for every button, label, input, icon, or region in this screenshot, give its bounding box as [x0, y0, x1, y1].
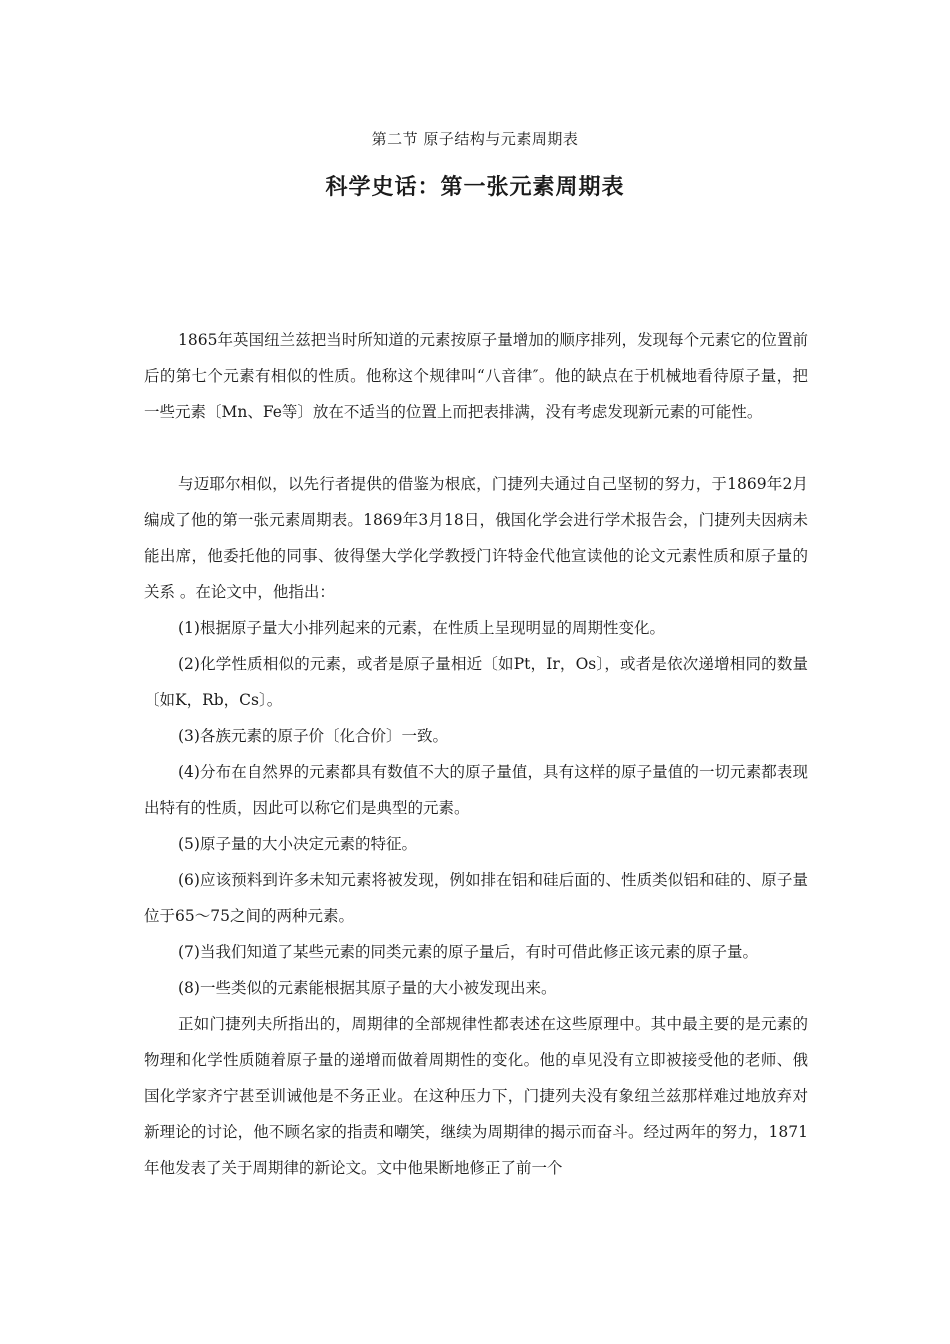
section-heading: 第二节 原子结构与元素周期表 [371, 130, 579, 148]
page-title: 科学史话：第一张元素周期表 [325, 175, 625, 200]
list-item: (1)根据原子量大小排列起来的元素，在性质上呈现明显的周期性变化。 [178, 619, 665, 637]
list-item: (2)化学性质相似的元素，或者是原子量相近〔如Pt，Ir，Os〕，或者是依次递增相同的数量〔如K，Rb，Cs〕。 [144, 655, 808, 709]
list-item: (6)应该预料到许多未知元素将被发现，例如排在铝和硅后面的、性质类似铝和硅的、原子量位于65～75之间的两种元素。 [144, 871, 808, 925]
list-item: (3)各族元素的原子价〔化合价〕一致。 [178, 727, 448, 745]
paragraph-gap [144, 430, 808, 466]
list-item: (4)分布在自然界的元素都具有数值不大的原子量值，具有这样的原子量值的一切元素都表现出特有的性质，因此可以称它们是典型的元素。 [144, 763, 808, 817]
list-item: (5)原子量的大小决定元素的特征。 [178, 835, 417, 853]
list-item: (8)一些类似的元素能根据其原子量的大小被发现出来。 [178, 979, 557, 997]
article-body [144, 322, 808, 1186]
paragraph-newlands: 1865年英国纽兰兹把当时所知道的元素按原子量增加的顺序排列，发现每个元素它的位置前后的第七个元素有相似的性质。他称这个规律叫“八音律″。他的缺点在于机械地看待原子量，把一些元素〔Mn、Fe等〕放在不适当的位置上而把表排满，没有考虑发现新元素的可能性。 [144, 331, 808, 421]
list-item: (7)当我们知道了某些元素的同类元素的原子量后，有时可借此修正该元素的原子量。 [178, 943, 758, 961]
paragraph-mendeleev-intro: 与迈耶尔相似，以先行者提供的借鉴为根底，门捷列夫通过自己坚韧的努力，于1869年2月编成了他的第一张元素周期表。1869年3月18日，俄国化学会进行学术报告会，门捷列夫因病未能出席，他委托他的同事、彼得堡大学化学教授门许特金代他宣读他的论文元素性质和原子量的关系 。在论文中，他指出： [144, 475, 808, 601]
paragraph-conclusion: 正如门捷列夫所指出的，周期律的全部规律性都表述在这些原理中。其中最主要的是元素的物理和化学性质随着原子量的递增而做着周期性的变化。他的卓见没有立即被接受他的老师、俄国化学家齐宁甚至训诫他是不务正业。在这种压力下，门捷列夫没有象纽兰兹那样难过地放弃对新理论的讨论，他不顾名家的指责和嘲笑，继续为周期律的揭示而奋斗。经过两年的努力，1871年他发表了关于周期律的新论文。文中他果断地修正了前一个 [144, 1015, 808, 1177]
